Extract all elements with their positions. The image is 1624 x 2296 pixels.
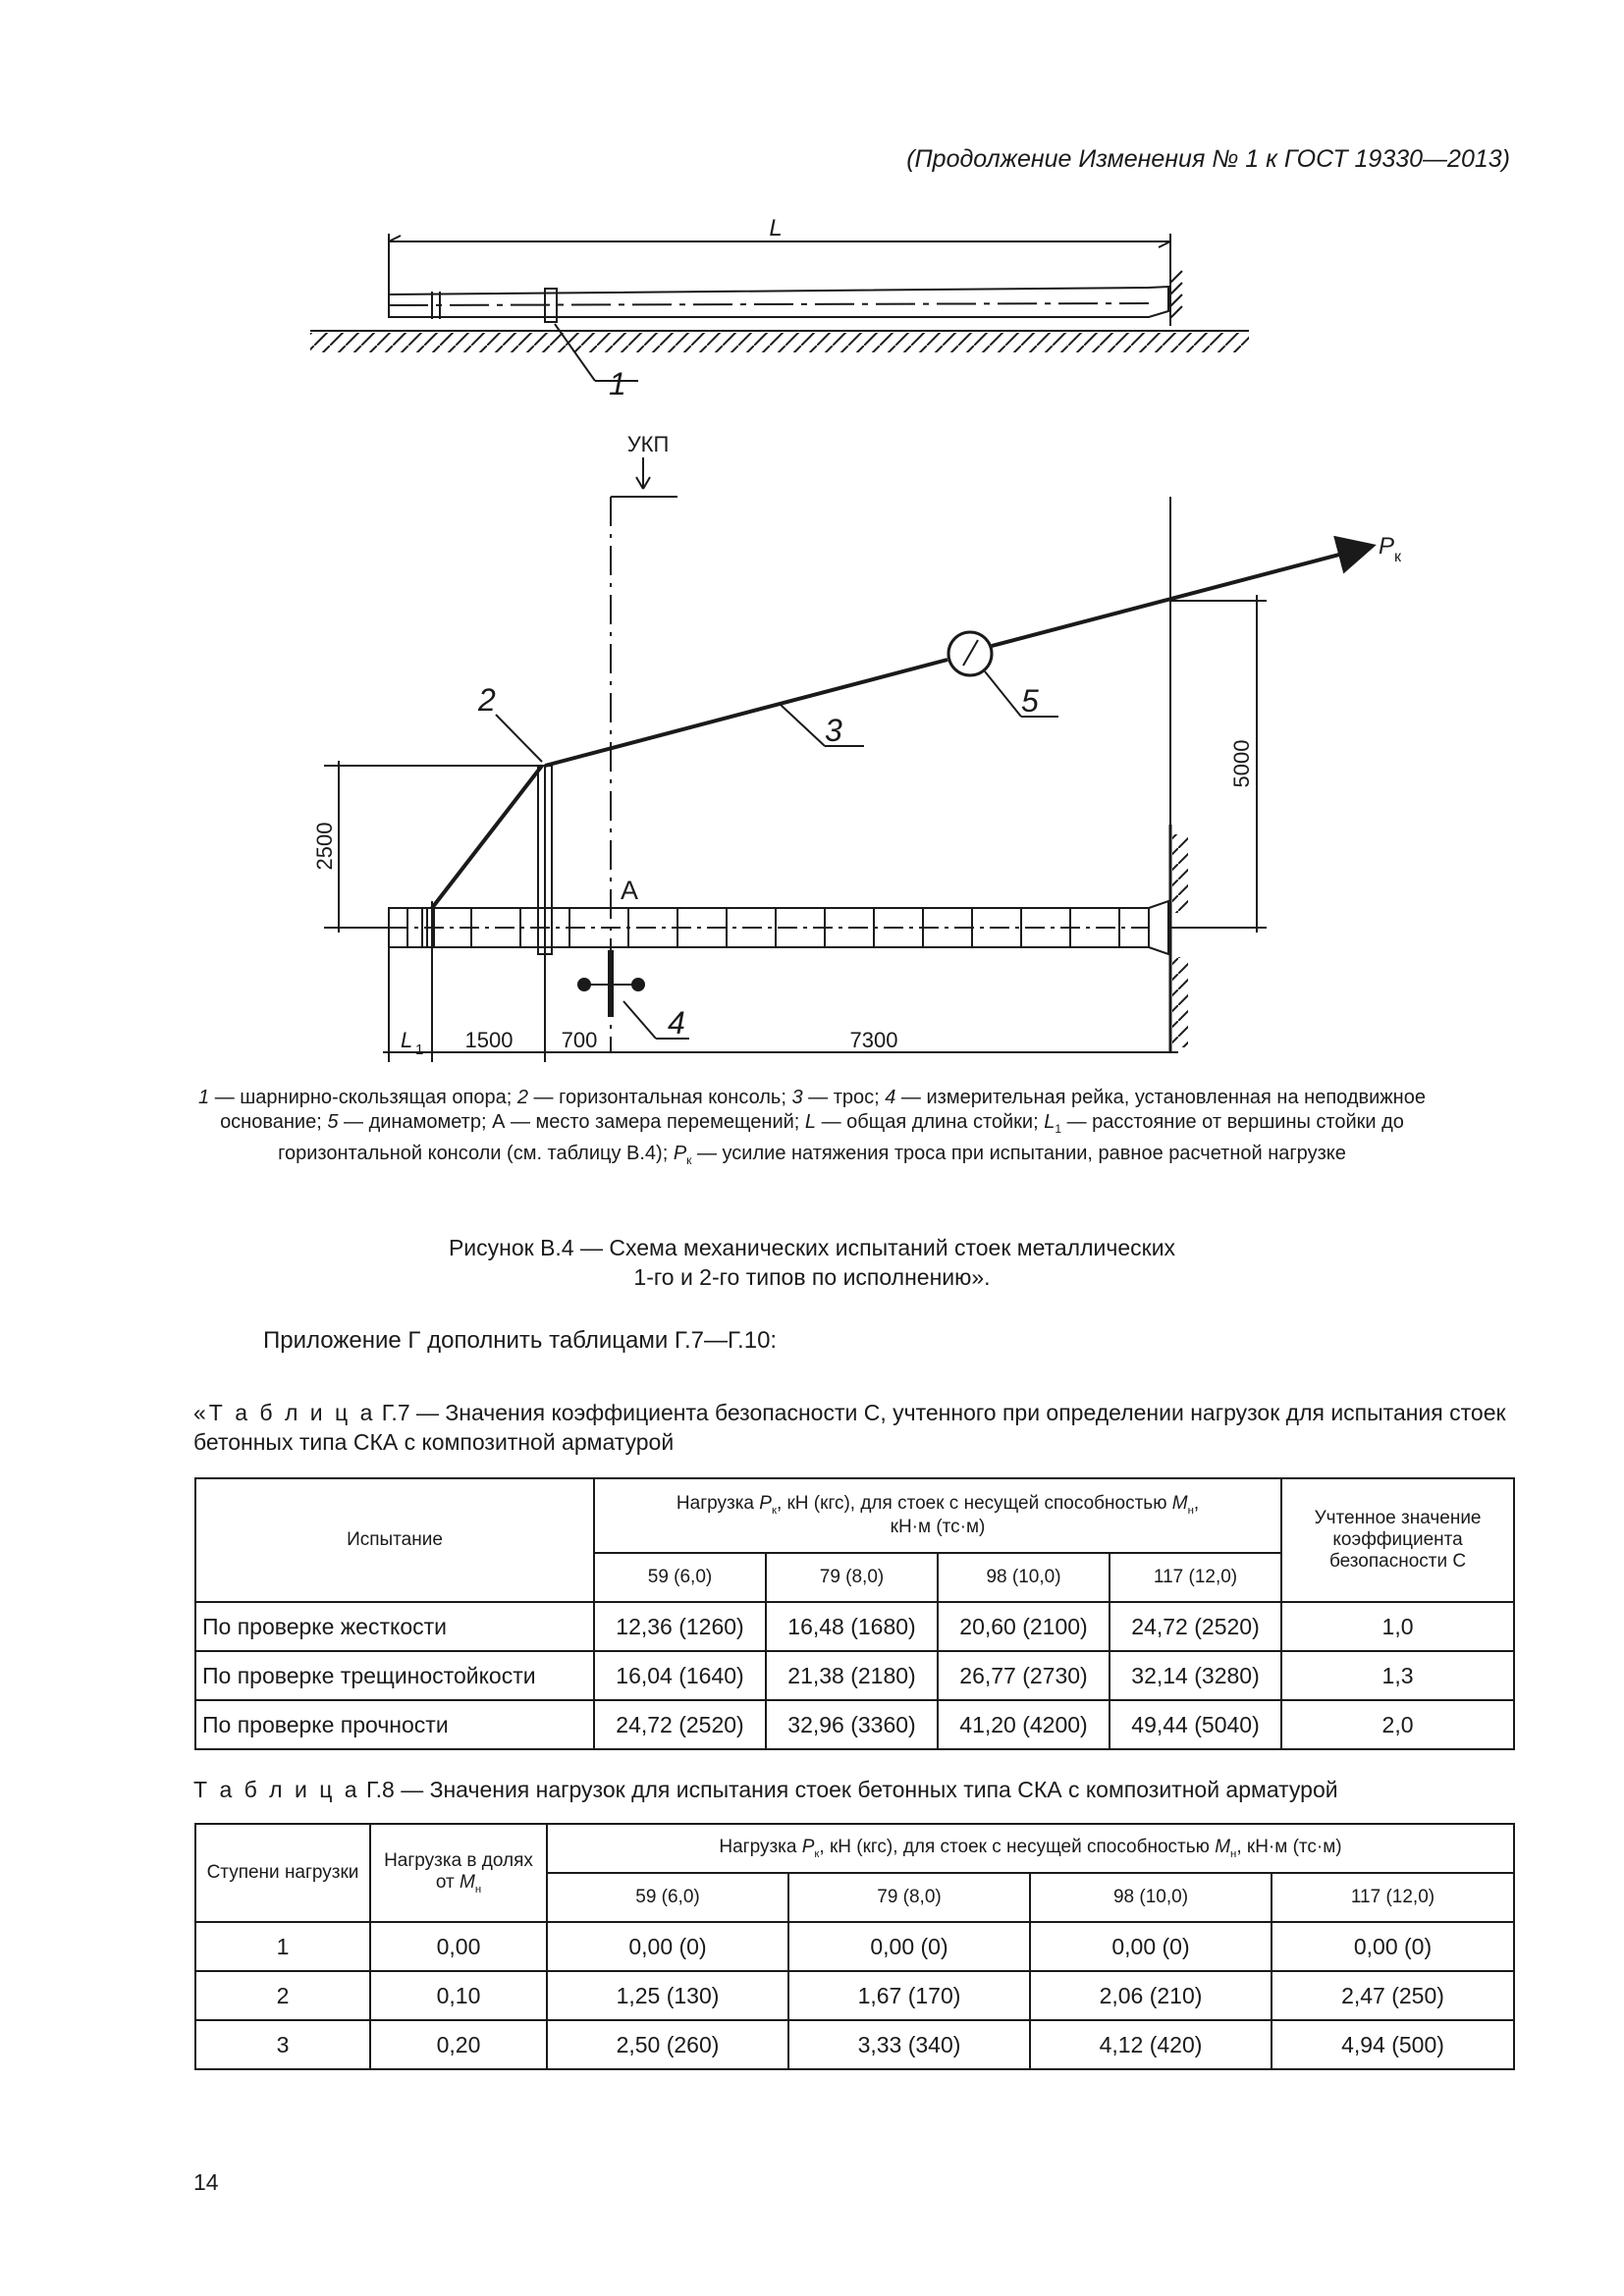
t8-cell: 4,12 (420) bbox=[1030, 2020, 1272, 2069]
wall-hatch-upper bbox=[1172, 834, 1188, 913]
t8-capacity: 117 (12,0) bbox=[1272, 1873, 1514, 1922]
page-header: (Продолжение Изменения № 1 к ГОСТ 19330—2013) bbox=[906, 145, 1510, 173]
dim-1500: 1500 bbox=[464, 1028, 514, 1052]
callout-2: 2 bbox=[478, 682, 496, 718]
t8-cell: 4,94 (500) bbox=[1272, 2020, 1514, 2069]
t7-cell: 20,60 (2100) bbox=[938, 1602, 1110, 1651]
t8-cell: 0,00 (0) bbox=[1030, 1922, 1272, 1971]
t8-cell: 1,67 (170) bbox=[788, 1971, 1030, 2020]
t7-capacity: 79 (8,0) bbox=[766, 1553, 938, 1602]
t8-share: 0,20 bbox=[370, 2020, 547, 2069]
t8-step: 3 bbox=[195, 2020, 370, 2069]
dim-700: 700 bbox=[561, 1028, 598, 1052]
callout-1: 1 bbox=[609, 366, 626, 401]
t8-header-load: Нагрузка $P_к$, кН (кгс), для стоек с несущей способностью $M_н$, кН·м (тс·м) bbox=[547, 1824, 1514, 1873]
t7-row-name: По проверке трещиностойкости bbox=[195, 1651, 594, 1700]
table-row bbox=[195, 1922, 1514, 1971]
t8-header-steps: Ступени нагрузки bbox=[195, 1824, 370, 1922]
table7 bbox=[194, 1477, 1515, 1750]
main-schematic bbox=[324, 457, 1373, 1062]
label-pk-sub: к bbox=[1394, 549, 1401, 565]
t7-row-name: По проверке прочности bbox=[195, 1700, 594, 1749]
t7-cell: 32,96 (3360) bbox=[766, 1700, 938, 1749]
table-row bbox=[195, 1700, 1514, 1749]
label-a: А bbox=[621, 876, 639, 905]
t8-cell: 1,25 (130) bbox=[547, 1971, 788, 2020]
t7-cell: 26,77 (2730) bbox=[938, 1651, 1110, 1700]
t8-capacity: 98 (10,0) bbox=[1030, 1873, 1272, 1922]
table-row bbox=[195, 1602, 1514, 1651]
t7-header-coef: Учтенное значение коэффициента безопасности С bbox=[1281, 1478, 1514, 1602]
t8-cell: 2,47 (250) bbox=[1272, 1971, 1514, 2020]
t7-cell: 12,36 (1260) bbox=[594, 1602, 766, 1651]
t8-capacity: 79 (8,0) bbox=[788, 1873, 1030, 1922]
t7-capacity: 98 (10,0) bbox=[938, 1553, 1110, 1602]
t8-step: 1 bbox=[195, 1922, 370, 1971]
t7-capacity: 59 (6,0) bbox=[594, 1553, 766, 1602]
t7-cell: 24,72 (2520) bbox=[1110, 1602, 1281, 1651]
label-ukp: УКП bbox=[626, 432, 670, 456]
wall-hatch-lower bbox=[1172, 957, 1188, 1047]
table8 bbox=[194, 1823, 1515, 2070]
dim-l1-sub: 1 bbox=[415, 1041, 424, 1058]
t7-capacity: 117 (12,0) bbox=[1110, 1553, 1281, 1602]
t8-cell: 0,00 (0) bbox=[788, 1922, 1030, 1971]
t8-share: 0,00 bbox=[370, 1922, 547, 1971]
t7-cell: 41,20 (4200) bbox=[938, 1700, 1110, 1749]
t7-cell: 21,38 (2180) bbox=[766, 1651, 938, 1700]
t8-cell: 0,00 (0) bbox=[1272, 1922, 1514, 1971]
appendix-paragraph: Приложение Г дополнить таблицами Г.7—Г.10: bbox=[263, 1327, 778, 1354]
t8-cell: 3,33 (340) bbox=[788, 2020, 1030, 2069]
t8-share: 0,10 bbox=[370, 1971, 547, 2020]
t7-coef: 2,0 bbox=[1281, 1700, 1514, 1749]
t8-cell: 0,00 (0) bbox=[547, 1922, 788, 1971]
callout-5: 5 bbox=[1021, 683, 1039, 719]
t8-cell: 2,50 (260) bbox=[547, 2020, 788, 2069]
t8-cell: 2,06 (210) bbox=[1030, 1971, 1272, 2020]
table7-title: «Т а б л и ц а Г.7 — Значения коэффициента безопасности С, учтенного при определении нагрузок для испытания стоек бетонных типа СКА с композитной арматурой bbox=[193, 1400, 1506, 1455]
t8-step: 2 bbox=[195, 1971, 370, 2020]
t8-header-share: Нагрузка в долях от $M_н$ bbox=[370, 1824, 547, 1922]
t7-row-name: По проверке жесткости bbox=[195, 1602, 594, 1651]
dim-l1: L bbox=[401, 1028, 413, 1052]
dim-5000: 5000 bbox=[1229, 739, 1254, 788]
t7-cell: 16,48 (1680) bbox=[766, 1602, 938, 1651]
t7-coef: 1,0 bbox=[1281, 1602, 1514, 1651]
dim-7300: 7300 bbox=[849, 1028, 898, 1052]
t7-cell: 24,72 (2520) bbox=[594, 1700, 766, 1749]
t7-cell: 32,14 (3280) bbox=[1110, 1651, 1281, 1700]
t7-header-test: Испытание bbox=[195, 1478, 594, 1602]
ground-hatch bbox=[310, 333, 1249, 352]
t8-capacity: 59 (6,0) bbox=[547, 1873, 788, 1922]
top-schematic bbox=[310, 234, 1249, 381]
t7-cell: 16,04 (1640) bbox=[594, 1651, 766, 1700]
t7-coef: 1,3 bbox=[1281, 1651, 1514, 1700]
page-number: 14 bbox=[193, 2169, 219, 2195]
table-row bbox=[195, 1651, 1514, 1700]
table-row bbox=[195, 2020, 1514, 2069]
t7-cell: 49,44 (5040) bbox=[1110, 1700, 1281, 1749]
figure-legend: 1 — шарнирно-скользящая опора; 2 — горизонтальная консоль; 3 — трос; 4 — измерительная рейка, установленная на неподвижное основание; 5 — динамометр; А — место замера перемещений; L — общая длина стойки; $L_1$ — расстояние от вершины стойки до горизонтальной консоли (см. таблицу В.4); $P_к$ — усилие натяжения троса при испытании, равное расчетной нагрузке bbox=[198, 1087, 1426, 1167]
label-pk: P bbox=[1379, 533, 1395, 560]
dim-2500: 2500 bbox=[312, 822, 337, 871]
table-row bbox=[195, 1971, 1514, 2020]
label-l: L bbox=[769, 215, 783, 241]
figure-caption: Рисунок В.4 — Схема механических испытаний стоек металлических 1-го и 2-го типов по исполнению». bbox=[448, 1235, 1176, 1290]
t7-header-load: Нагрузка $P_к$, кН (кгс), для стоек с несущей способностью $M_н$, кН·м (тс·м) bbox=[594, 1478, 1281, 1553]
callout-3: 3 bbox=[825, 713, 842, 748]
callout-4: 4 bbox=[668, 1005, 685, 1041]
table8-title: Т а б л и ц а Г.8 — Значения нагрузок для испытания стоек бетонных типа СКА с композитной арматурой bbox=[193, 1777, 1338, 1802]
